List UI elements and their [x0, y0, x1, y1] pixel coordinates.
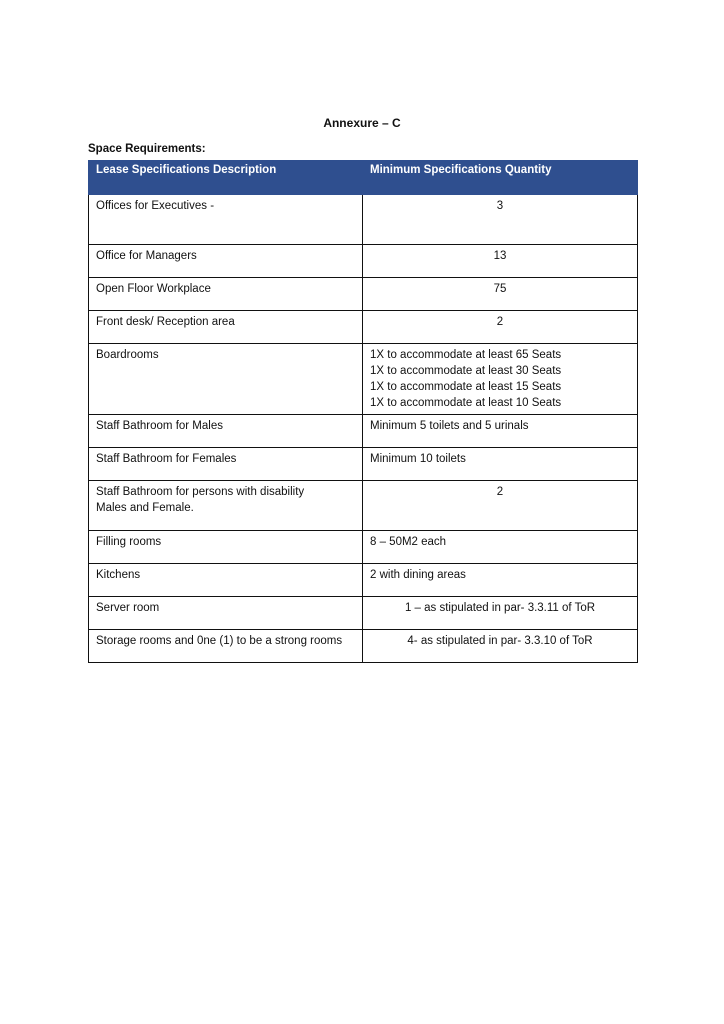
boardroom-line: 1X to accommodate at least 15 Seats: [370, 381, 562, 393]
table-row: [89, 448, 638, 481]
row-quantity: 4- as stipulated in par- 3.3.10 of ToR: [363, 630, 638, 663]
row-quantity: 2 with dining areas: [363, 564, 638, 597]
table-row: [89, 597, 638, 630]
table-row: [89, 564, 638, 597]
row-description: [89, 481, 363, 531]
row-description: Staff Bathroom for Males: [89, 415, 363, 448]
table-row: [89, 481, 638, 531]
row-quantity: Minimum 5 toilets and 5 urinals: [363, 415, 638, 448]
table-row: [89, 278, 638, 311]
row-description: Office for Managers: [89, 245, 363, 278]
section-heading: Space Requirements:: [88, 143, 206, 155]
description-line: Males and Female.: [96, 502, 194, 514]
boardroom-line: 1X to accommodate at least 30 Seats: [370, 365, 562, 377]
row-description: Server room: [89, 597, 363, 630]
column-header-quantity: Minimum Specifications Quantity: [363, 161, 638, 195]
table-row: [89, 195, 638, 245]
row-description: Filling rooms: [89, 531, 363, 564]
row-quantity: 2: [363, 481, 638, 531]
row-quantity: 3: [363, 195, 638, 245]
row-description: Boardrooms: [89, 344, 363, 415]
row-description: Storage rooms and 0ne (1) to be a strong rooms: [89, 630, 363, 663]
row-description: Staff Bathroom for Females: [89, 448, 363, 481]
row-quantity: 1 – as stipulated in par- 3.3.11 of ToR: [363, 597, 638, 630]
boardroom-line: 1X to accommodate at least 65 Seats: [370, 349, 562, 361]
table-row: [89, 245, 638, 278]
row-quantity: Minimum 10 toilets: [363, 448, 638, 481]
boardroom-line: 1X to accommodate at least 10 Seats: [370, 397, 562, 409]
table-row: [89, 311, 638, 344]
table-row: [89, 344, 638, 415]
row-description: Offices for Executives -: [89, 195, 363, 245]
column-header-description: Lease Specifications Description: [89, 161, 363, 195]
table-row: [89, 630, 638, 663]
row-description: Open Floor Workplace: [89, 278, 363, 311]
row-quantity: 8 – 50M2 each: [363, 531, 638, 564]
table-row: [89, 415, 638, 448]
row-description: Front desk/ Reception area: [89, 311, 363, 344]
table-header-row: [89, 161, 638, 195]
row-quantity: 75: [363, 278, 638, 311]
row-quantity: 13: [363, 245, 638, 278]
document-title: Annexure – C: [323, 116, 401, 130]
row-quantity: [363, 344, 638, 415]
row-description: Kitchens: [89, 564, 363, 597]
space-requirements-table: [88, 160, 638, 663]
row-quantity: 2: [363, 311, 638, 344]
table-row: [89, 531, 638, 564]
description-line: Staff Bathroom for persons with disability: [96, 486, 305, 498]
